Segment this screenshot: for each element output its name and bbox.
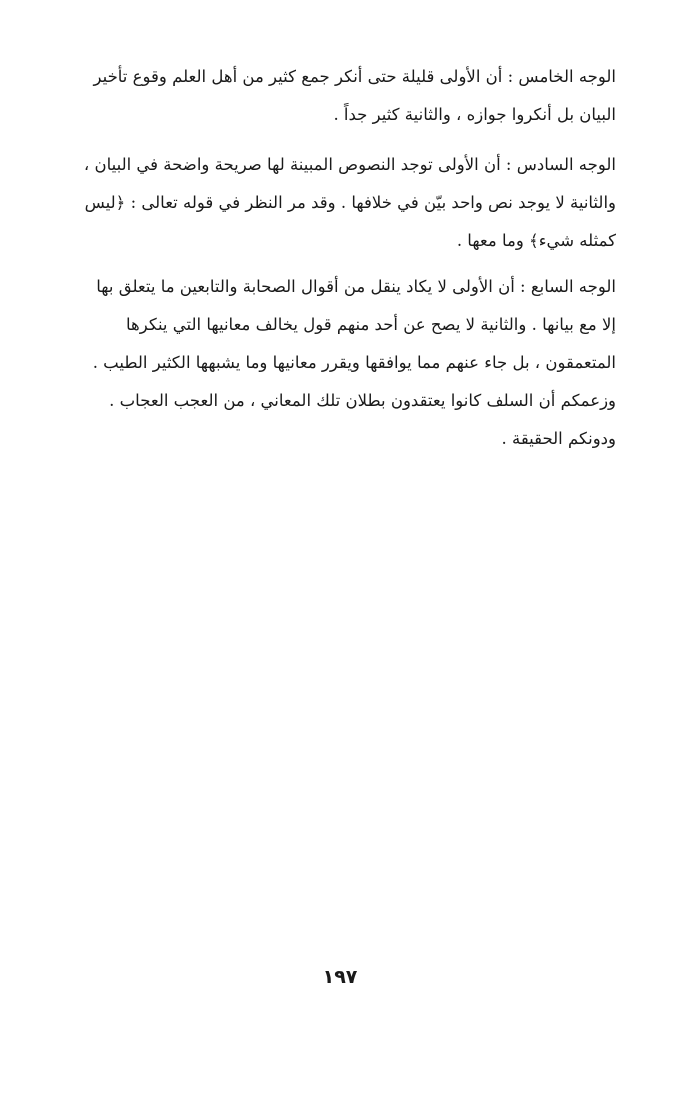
- text-line: وزعمكم أن السلف كانوا يعتقدون بطلان تلك المعاني ، من العجب العجاب .: [109, 391, 616, 410]
- text-line: الوجه الخامس : أن الأولى قليلة حتى أنكر جمع كثير من أهل العلم وقوع تأخير: [93, 67, 616, 86]
- paragraph-sixth-aspect: [36, 146, 616, 260]
- text-line: الوجه السابع : أن الأولى لا يكاد ينقل من أقوال الصحابة والتابعين ما يتعلق بها: [96, 277, 616, 296]
- text-line: ودونكم الحقيقة .: [501, 429, 616, 448]
- text-line: البيان بل أنكروا جوازه ، والثانية كثير جداً .: [333, 105, 616, 124]
- text-line: كمثله شيء﴾ وما معها .: [456, 231, 616, 250]
- page-number: ١٩٧: [322, 966, 358, 988]
- text-line: والثانية لا يوجد نص واحد بيّن في خلافها . وقد مر النظر في قوله تعالى : ﴿ليس: [84, 193, 616, 212]
- text-line: إلا مع بيانها . والثانية لا يصح عن أحد منهم قول يخالف معانيها التي ينكرها: [126, 315, 616, 334]
- paragraph-fifth-aspect: [36, 58, 616, 134]
- paragraph-seventh-aspect: [36, 268, 616, 458]
- text-line: المتعمقون ، بل جاء عنهم مما يوافقها ويقرر معانيها وما يشبهها الكثير الطيب .: [92, 353, 616, 372]
- text-line: الوجه السادس : أن الأولى توجد النصوص المبينة لها صريحة واضحة في البيان ،: [83, 155, 616, 174]
